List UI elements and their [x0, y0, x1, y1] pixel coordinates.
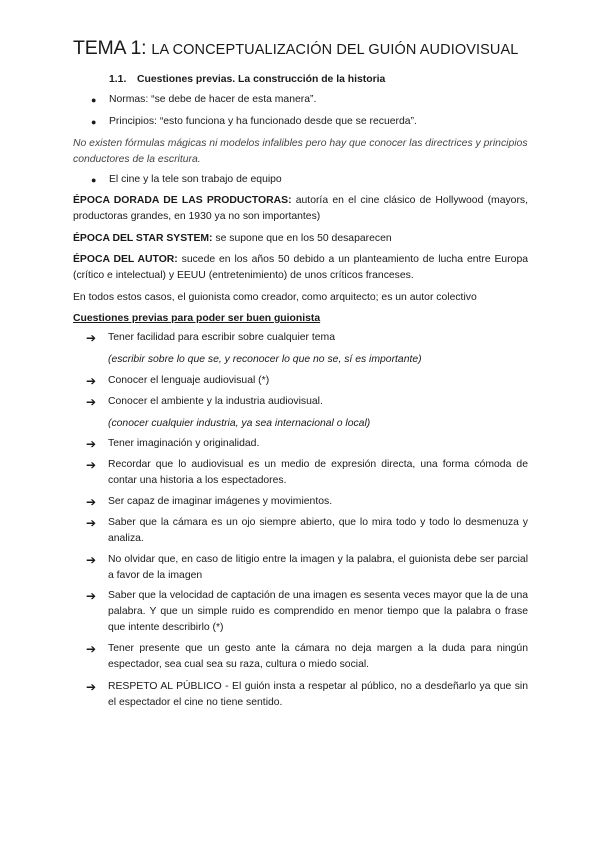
section-heading: Cuestiones previas para poder ser buen guionista [73, 313, 321, 324]
arrow-right-icon: ➔ [86, 437, 97, 451]
arrow-item: Ser capaz de imaginar imágenes y movimientos. [108, 496, 333, 507]
epoch-label: ÉPOCA DEL AUTOR: [73, 254, 178, 265]
page-title [73, 36, 543, 62]
summary-paragraph: En todos estos casos, el guionista como creador, como arquitecto; es un autor colectivo [73, 292, 477, 303]
arrow-right-icon: ➔ [86, 680, 97, 694]
epoch-text: sucede en los años 50 debido a un planteamiento de lucha entre Europa (crítico e intelectual) y EEUU (entretenimiento) de unos críticos franceses. [73, 254, 529, 281]
arrow-right-icon: ➔ [86, 458, 97, 472]
arrow-item: RESPETO AL PÚBLICO - El guión insta a respetar al público, no a desdeñarlo ya que sin el espectador el cine no tiene sentido. [108, 681, 528, 708]
epoch-text: se supone que en los 50 desaparecen [215, 233, 392, 244]
subheading-text: Cuestiones previas. La construcción de la historia [137, 74, 386, 85]
epoch-golden [73, 193, 528, 225]
arrow-item-note: (conocer cualquier industria, ya sea internacional o local) [108, 418, 371, 429]
epoch-star-system [73, 231, 528, 247]
arrow-item [108, 394, 528, 432]
arrow-right-icon: ➔ [86, 589, 97, 603]
bullet-item: El cine y la tele son trabajo de equipo [109, 174, 282, 185]
arrow-item: Tener imaginación y originalidad. [108, 438, 260, 449]
arrow-item [108, 330, 528, 368]
arrow-item: No olvidar que, en caso de litigio entre la imagen y la palabra, el guionista debe ser parcial a favor de la imagen [108, 554, 528, 581]
arrow-item: Saber que la velocidad de captación de una imagen es sesenta veces mayor que la de una palabra. Y que un simple ruido es comprendido en menor tiempo que la palabra o frase que intente describirlo (*) [108, 590, 528, 633]
bullet-dot-icon: ● [91, 175, 97, 185]
epoch-author [73, 252, 528, 284]
arrow-right-icon: ➔ [86, 516, 97, 530]
italic-note: No existen fórmulas mágicas ni modelos infalibles pero hay que conocer las directrices y principios conductores de la escritura. [73, 138, 528, 165]
arrow-item: Saber que la cámara es un ojo siempre abierto, que lo mira todo y todo lo desmenuza y analiza. [108, 517, 528, 544]
arrow-right-icon: ➔ [86, 553, 97, 567]
arrow-item-text: Conocer el ambiente y la industria audiovisual. [108, 396, 323, 407]
title-lead: TEMA 1: [73, 37, 147, 59]
bullet-dot-icon: ● [91, 95, 97, 105]
subheading [109, 72, 385, 88]
arrow-right-icon: ➔ [86, 374, 97, 388]
arrow-item: Tener presente que un gesto ante la cámara no deja margen a la duda para ningún espectador, sea cual sea su raza, cultura o miedo social. [108, 643, 528, 670]
bullet-dot-icon: ● [91, 117, 97, 127]
arrow-item: Conocer el lenguaje audiovisual (*) [108, 375, 270, 386]
arrow-right-icon: ➔ [86, 642, 97, 656]
epoch-label: ÉPOCA DORADA DE LAS PRODUCTORAS: [73, 195, 292, 206]
subheading-number: 1.1. [109, 74, 127, 85]
title-rest: LA CONCEPTUALIZACIÓN DEL GUIÓN AUDIOVISUAL [151, 42, 519, 58]
arrow-right-icon: ➔ [86, 331, 97, 345]
epoch-label: ÉPOCA DEL STAR SYSTEM: [73, 233, 213, 244]
arrow-item-note: (escribir sobre lo que se, y reconocer lo que no se, sí es importante) [108, 354, 422, 365]
arrow-item: Recordar que lo audiovisual es un medio de expresión directa, una forma cómoda de contar una historia a los espectadores. [108, 459, 528, 486]
arrow-right-icon: ➔ [86, 495, 97, 509]
bullet-item: Normas: “se debe de hacer de esta manera”. [109, 94, 317, 105]
arrow-right-icon: ➔ [86, 395, 97, 409]
epoch-text: autoría en el cine clásico de Hollywood (mayors, productoras grandes, en 1930 ya no son importantes) [73, 195, 528, 222]
bullet-item: Principios: “esto funciona y ha funcionado desde que se recuerda”. [109, 116, 417, 127]
arrow-item-text: Tener facilidad para escribir sobre cualquier tema [108, 332, 335, 343]
